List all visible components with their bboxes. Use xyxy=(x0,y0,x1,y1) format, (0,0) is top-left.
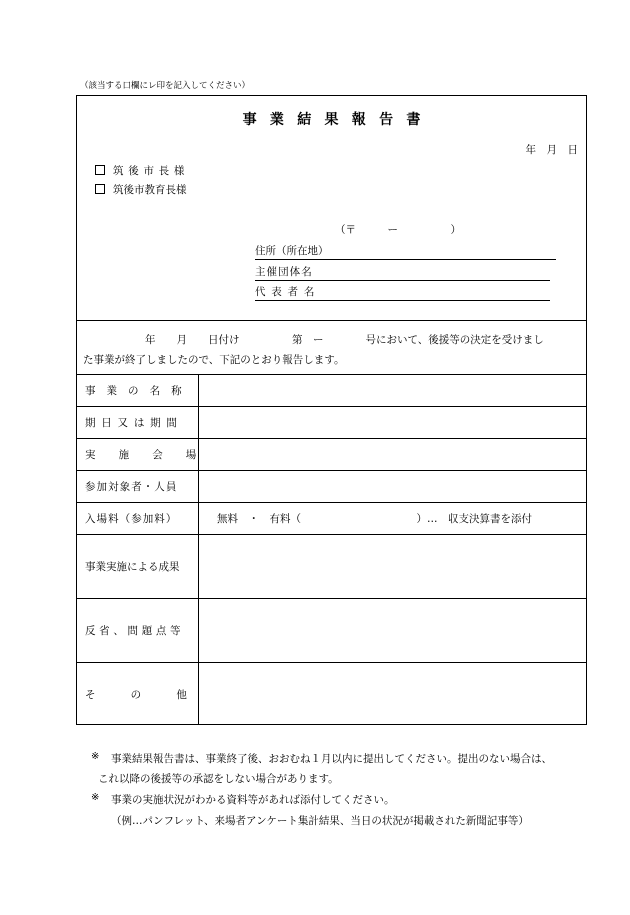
declaration-line-2: た事業が終了しましたので、下記のとおり報告します。 xyxy=(83,354,345,366)
admission-fee-options[interactable]: 無料 ・ 有料（ ）… 収支決算書を添付 xyxy=(217,513,532,525)
divider xyxy=(77,374,586,375)
row-label-results: 事業実施による成果 xyxy=(85,561,180,573)
row-divider xyxy=(77,598,586,599)
row-divider xyxy=(77,662,586,663)
addressee-superintendent-label: 筑後市教育長様 xyxy=(113,184,187,196)
note-1-line-1: 事業結果報告書は、事業終了後、おおむね１月以内に提出してください。提出のない場合は、 xyxy=(111,753,552,765)
row-label-admission-fee: 入場料（参加料） xyxy=(85,513,178,525)
report-form xyxy=(76,95,587,725)
addressee-superintendent xyxy=(95,182,187,197)
address-field[interactable]: 住所（所在地） xyxy=(255,243,556,260)
note-mark-2: ※ xyxy=(91,792,100,803)
row-label-venue: 実施会場 xyxy=(85,449,220,461)
checkbox-superintendent[interactable] xyxy=(95,184,105,194)
postal-code-field[interactable]: （〒 ー ） xyxy=(335,224,461,236)
row-label-event-name: 事業の名称 xyxy=(85,385,193,397)
row-divider xyxy=(77,470,586,471)
row-divider xyxy=(77,406,586,407)
row-label-period: 期日又は期間 xyxy=(85,417,183,429)
row-label-issues: 反省、問題点等 xyxy=(85,625,185,637)
organizer-field[interactable]: 主催団体名 xyxy=(255,264,550,281)
note-1-line-2: これ以降の後援等の承認をしない場合があります。 xyxy=(98,773,339,785)
representative-field[interactable]: 代表者名 xyxy=(255,284,550,301)
note-mark-1: ※ xyxy=(91,751,100,762)
checkbox-mayor[interactable] xyxy=(95,165,105,175)
row-divider xyxy=(77,438,586,439)
form-title: 事業結果報告書 xyxy=(242,112,434,128)
date-line[interactable]: 年 月 日 xyxy=(525,144,578,156)
row-label-other: その他 xyxy=(85,689,223,701)
note-2-line-1: 事業の実施状況がわかる資料等があれば添付してください。 xyxy=(111,794,395,806)
divider xyxy=(77,320,586,321)
column-divider xyxy=(198,374,199,724)
addressee-mayor xyxy=(95,163,189,178)
addressee-mayor-label: 筑後市長様 xyxy=(113,165,190,177)
row-divider xyxy=(77,534,586,535)
row-label-participants: 参加対象者・人員 xyxy=(85,481,178,493)
instruction-text: （該当する口欄にレ印を記入してください） xyxy=(80,81,251,91)
row-divider xyxy=(77,502,586,503)
note-2-line-2: （例…パンフレット、来場者アンケート集計結果、当日の状況が掲載された新聞記事等） xyxy=(111,815,529,827)
declaration-line-1: 年 月 日付け 第 ー 号において、後援等の決定を受けまし xyxy=(145,334,544,346)
